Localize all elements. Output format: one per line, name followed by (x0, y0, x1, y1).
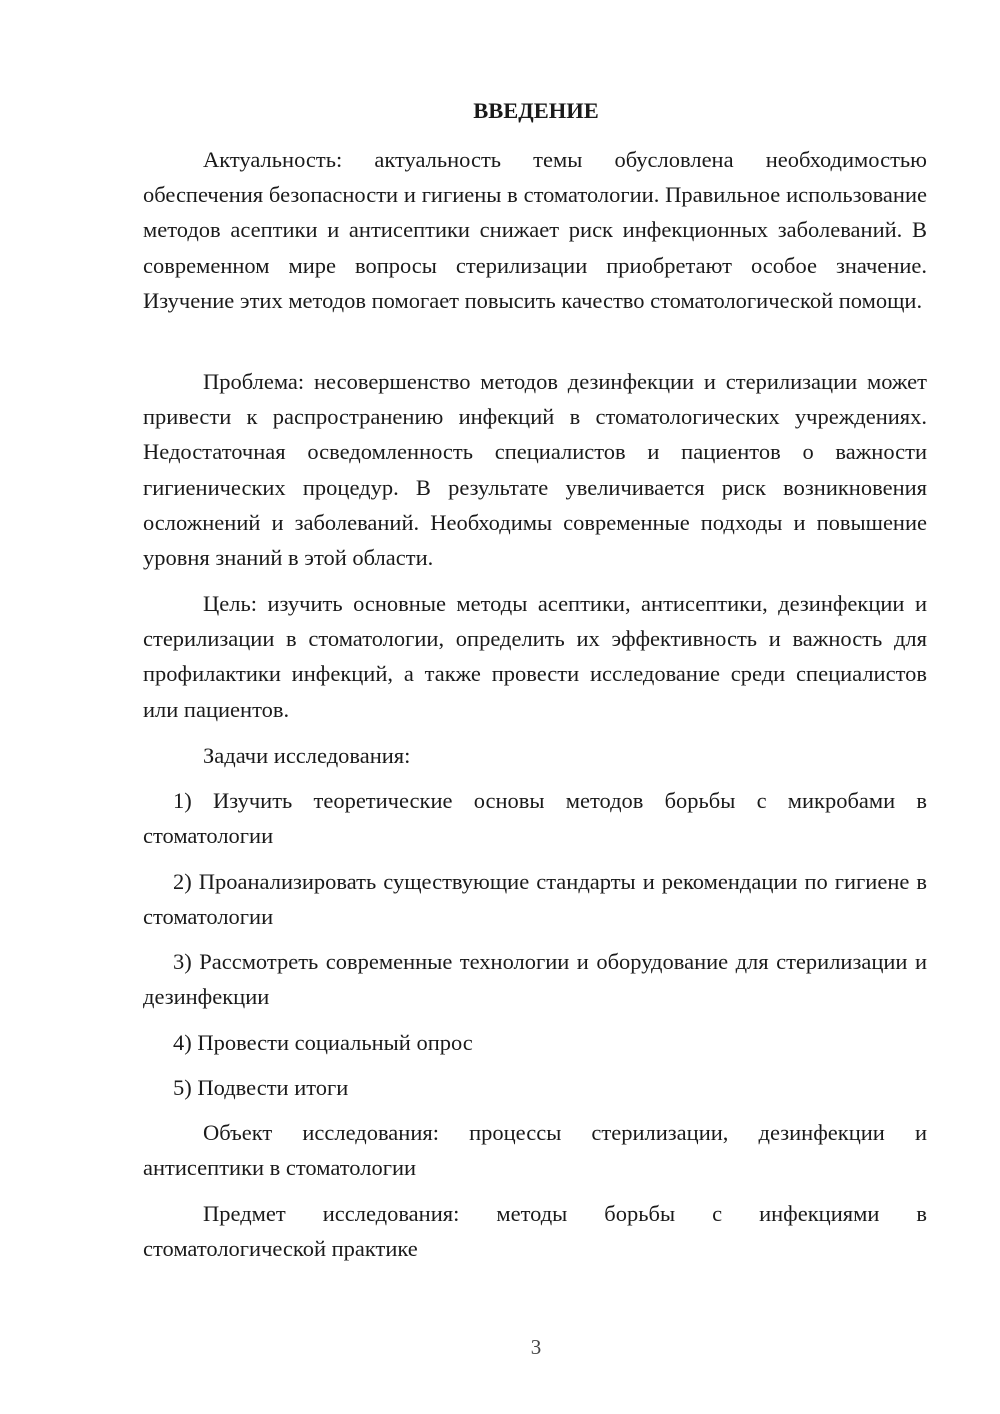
task-text-4: 4) Провести социальный опрос (173, 1030, 473, 1055)
page-title: ВВЕДЕНИЕ (473, 98, 599, 123)
paragraph-relevance (143, 142, 927, 318)
task-text-2: 2) Проанализировать существующие стандарты и рекомендации по гигиене в стоматологии (143, 869, 927, 930)
task-text-3: 3) Рассмотреть современные технологии и оборудование для стерилизации и дезинфекции (143, 949, 927, 1010)
object-text: Объект исследования: процессы стерилизации, дезинфекции и антисептики в стоматологии (143, 1120, 927, 1181)
task-text-5: 5) Подвести итоги (173, 1075, 349, 1100)
task-item-2 (143, 864, 927, 934)
paragraph-subject (143, 1196, 927, 1266)
paragraph-problem (143, 364, 927, 575)
task-item-4 (143, 1025, 927, 1060)
tasks-heading-text: Задачи исследования: (203, 743, 411, 768)
subject-text: Предмет исследования: методы борьбы с инфекциями в стоматологической практике (143, 1201, 927, 1262)
task-item-1 (143, 783, 927, 853)
page-number: 3 (530, 1335, 542, 1359)
relevance-text: Актуальность: актуальность темы обусловлена необходимостью обеспечения безопасности и гигиены в стоматологии. Правильное использование методов асептики и антисептики снижает риск инфекционных заболеваний. В современном мире вопросы стерилизации приобретают особое значение. Изучение этих методов помогает повысить качество стоматологической помощи. (143, 147, 927, 313)
task-item-5 (143, 1070, 927, 1105)
paragraph-object (143, 1115, 927, 1185)
paragraph-goal (143, 586, 927, 727)
problem-text: Проблема: несовершенство методов дезинфекции и стерилизации может привести к распространению инфекций в стоматологических учреждениях. Недостаточная осведомленность специалистов и пациентов о важности гигиенических процедур. В результате увеличивается риск возникновения осложнений и заболеваний. Необходимы современные подходы и повышение уровня знаний в этой области. (143, 369, 927, 571)
task-item-3 (143, 944, 927, 1014)
goal-text: Цель: изучить основные методы асептики, антисептики, дезинфекции и стерилизации в стоматологии, определить их эффективность и важность для профилактики инфекций, а также провести исследование среди специалистов или пациентов. (143, 591, 927, 722)
task-text-1: 1) Изучить теоретические основы методов борьбы с микробами в стоматологии (143, 788, 927, 849)
paragraph-tasks-heading (143, 738, 927, 773)
